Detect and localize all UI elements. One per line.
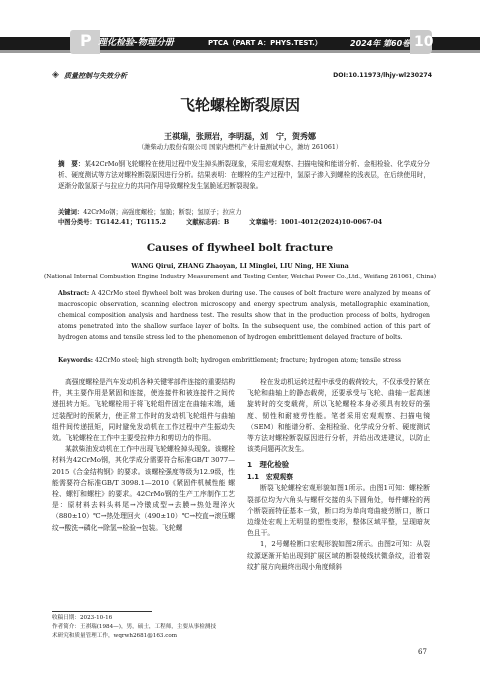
authors-en: WANG Qirui, ZHANG Zhaoyan, LI Minglei, LIU Ning, HE Xiuna — [131, 263, 349, 270]
body-paragraph: 断裂飞轮螺栓宏观形貌如图1所示。由图1可知：螺栓断裂部位均为六角头与螺杆交接的头下圆角处，每件螺栓的两个断裂面特征基本一致，断口均为单向弯曲疲劳断口，断口边缘处宏观上无明显的塑性变形，整体区域平整，呈现暗灰色且干。 — [247, 484, 430, 538]
abstract-cn-text: 某42CrMo钢飞轮螺栓在使用过程中发生掉头断裂现象，采用宏观观察、扫描电镜和能谱分析、金相检验、化学成分分析、硬度测试等方法对螺栓断裂原因进行分析。结果表明：在螺栓的生产过程中，氢原子渗入到螺栓的浅表层，在后续使用时，逐渐分散氢原子与拉应力的共同作用导致螺栓发生氢脆延迟断裂现象。 — [58, 160, 430, 190]
keywords-cn-label: 关键词： — [58, 209, 84, 216]
subsection-heading: 1.1 宏观观察 — [247, 473, 294, 482]
abstract-en — [58, 288, 430, 343]
clc-number: 中图分类号：TG142.41；TG115.2 — [58, 219, 167, 226]
affiliation-en: (National Internal Combustion Engine Industry Measurement and Testing Center, Weichai Power Co.,Ltd., Weifang 261061, China) — [43, 274, 437, 280]
received-date: 收稿日期：2023-10-16 — [52, 615, 113, 621]
document-code: 文献标志码：B — [186, 219, 230, 226]
authors-cn: 王祺瑞，张照岩，李明磊，刘 宁，贺秀娜 — [164, 131, 316, 141]
author-bio-continued: 术研究和质量管理工作，wqrwh2681@163.com — [52, 633, 178, 639]
body-paragraph: 1，2号螺栓断口宏观形貌如图2所示。由图2可知：从裂纹源逐渐开始出现到扩展区域的断裂棱线状微条纹，沿着裂纹扩展方向最终出现小角度倾斜 — [247, 540, 430, 571]
body-paragraph: 高强度螺栓是汽车发动机各种关键零部件连接的重要结构件，其主要作用是紧固和连接，使连接件和被连接件之间传递扭转力矩。飞轮螺栓用于将飞轮组件固定在曲轴末端，通过装配时的预紧力，使正常工作时的发动机飞轮组件与曲轴组件间传递扭矩，同时避免发动机在工作过程中产生振动失效。飞轮螺栓在工作中主要受拉伸力和剪切力的作用。 — [52, 378, 235, 443]
doi-link[interactable]: DOI:10.11973/lhjy-wl230274 — [333, 72, 432, 79]
body-column-right — [247, 377, 430, 573]
footnote-rule — [52, 611, 152, 612]
footnote — [52, 614, 235, 641]
classification-row — [58, 218, 430, 227]
doi-row — [52, 70, 432, 82]
article-title-cn: 飞轮螺栓断裂原因 — [179, 96, 300, 114]
journal-header — [0, 0, 480, 70]
article-number: 文章编号：1001-4012(2024)10-0067-04 — [249, 219, 383, 226]
keywords-en — [58, 356, 430, 365]
page-number: 67 — [418, 648, 427, 656]
article-title-en: Causes of flywheel bolt fracture — [146, 242, 334, 254]
issue-info: 2024年 第60卷 — [350, 39, 411, 48]
journal-name-cn: 理化检验-物理分册 — [98, 38, 174, 48]
journal-logo-letter: P — [80, 31, 92, 50]
body-column-left — [52, 377, 235, 534]
author-bio: 作者简介：王祺瑞(1984—)，男，硕士，工程师，主要从事检测技 — [52, 624, 217, 630]
journal-name-en: PTCA（PART A：PHYS.TEST.） — [208, 39, 322, 47]
affiliation-cn: （潍柴动力股份有限公司 国家内燃机产业计量测试中心，潍坊 261061） — [137, 144, 343, 151]
keywords-cn — [58, 208, 430, 217]
keywords-en-label: Keywords: — [58, 357, 94, 364]
abstract-en-label: Abstract: — [58, 290, 90, 297]
abstract-cn — [58, 159, 430, 192]
body-paragraph: 栓在发动机运转过程中承受的载荷较大，不仅承受拧紧在飞轮和曲轴上的静态载荷，还要承受与飞轮、曲轴一起高速旋转时的交变载荷，所以飞轮螺栓本身必须具有较好的强度、韧性和耐疲劳性能。笔者采用宏观观察、扫描电镜（SEM）和能谱分析、金相检验、化学成分分析、硬度测试等方法对螺栓断裂原因进行分析，并给出改进建议，以防止该类问题再次发生。 — [247, 378, 430, 454]
article-category: 质量控制与失效分析 — [64, 71, 127, 80]
keywords-en-text: 42CrMo steel; high strength bolt; hydrogen embrittlement; fracture; hydrogen atom; tensile stress — [94, 357, 402, 364]
abstract-cn-label: 摘 要： — [58, 160, 85, 168]
issue-number: 10 — [414, 34, 434, 50]
category-icon: ◈ — [52, 70, 59, 80]
abstract-en-text: A 42CrMo steel flywheel bolt was broken during use. The causes of bolt fracture were analyzed by means of macroscopic observation, scanning electron microscopy and energy spectrum analysis, metallographic examination, chemical composition analysis and hardness test. The results show that in the production process of bolts, hydrogen atoms penetrated into the shallow surface layer of bolts. In the subsequent use, the combined action of this part of hydrogen atoms and tensile stress led to the phenomenon of hydrogen embrittlement delayed fracture of bolts. — [58, 290, 431, 341]
section-heading: 1 理化检验 — [247, 460, 290, 470]
keywords-cn-text: 42CrMo钢；高强度螺栓；氢脆；断裂；氢原子；拉应力 — [83, 209, 242, 216]
body-paragraph: 某款柴油发动机在工作中出现飞轮螺栓掉头现象。该螺栓材料为42CrMo钢，其化学成分需要符合标准GB/T 3077—2015《合金结构钢》的要求。该螺栓强度等级为12.9级，性能需要符合标准GB/T 3098.1—2010《紧固件机械性能 螺栓、螺钉和螺柱》的要求。42CrMo钢的生产工序制作工艺是：原材料去料头料尾→冷镦成型→去膜→热处理淬火（880±10）℃→热处理回火（490±10）℃→校直→滚压螺纹→酸洗→磷化→除氢→检验→包装。飞轮螺 — [52, 445, 235, 532]
